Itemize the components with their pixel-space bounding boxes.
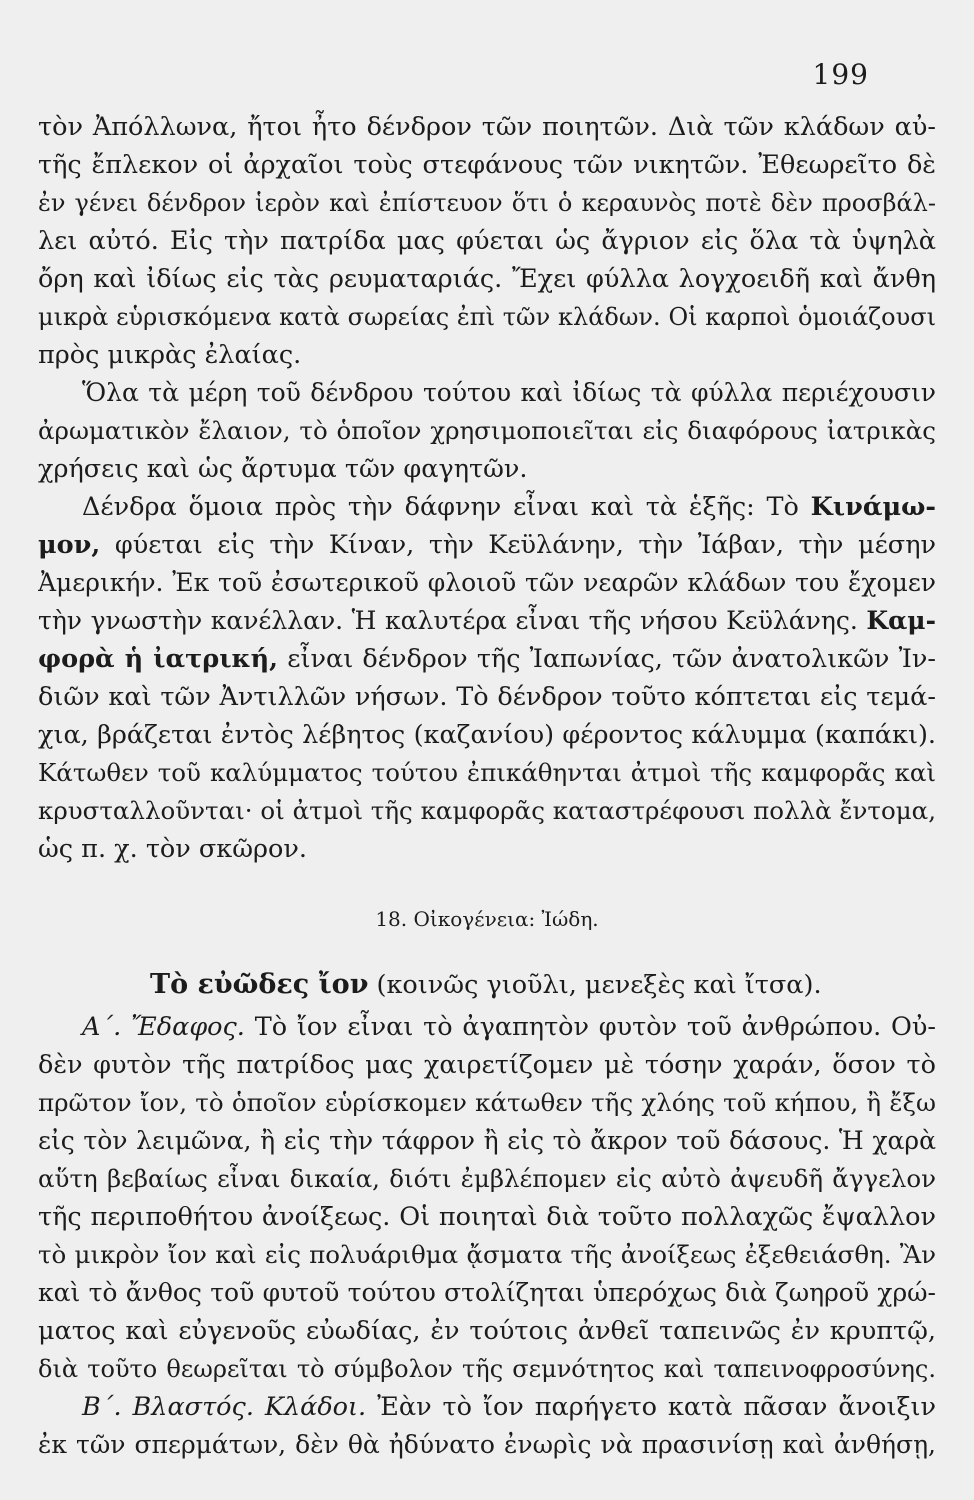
plant-name: Τὸ εὐῶδες ἴον [150,969,369,1000]
text-line: ἐκ τῶν σπερμάτων, δὲν θὰ ἠδύνατο ἐνωρὶς νὰ πρασινίσῃ καὶ ἀνθήσῃ, [38,1430,936,1459]
text-line: διὰ τοῦτο θεωρεῖται τὸ σύμβολον τῆς σεμνότητος καὶ ταπεινοφροσύνης. [38,1355,936,1383]
term-cinnamon-end: μον, [38,530,101,560]
text-line: τὸν Ἀπόλλωνα, ἤτοι ἦτο δένδρον τῶν ποιητῶν. Διὰ τῶν κλάδων αὐ- [38,112,936,142]
text-line: πρῶτον ἴον, τὸ ὁποῖον εὑρίσκομεν κάτωθεν τῆς χλόης τοῦ κήπου, ἢ ἔξω [38,1088,936,1117]
text-line: τῆς περιποθήτου ἀνοίξεως. Οἱ ποιηταὶ διὰ τοῦτο πολλαχῶς ἔψαλλον [38,1202,936,1232]
text-span: Τὸ ἴον εἶναι τὸ ἀγαπητὸν φυτὸν τοῦ ἀνθρώπου. Οὐ- [244,1012,936,1042]
text-line: καὶ τὸ ἄνθος τοῦ φυτοῦ τούτου στολίζηται ὑπερόχως διὰ ζωηροῦ χρώ- [38,1278,936,1307]
text-line: ἐν γένει δένδρον ἱερὸν καὶ ἐπίστευον ὅτι ὁ κεραυνὸς ποτὲ δὲν προσβάλ- [38,189,936,217]
text-line: τῆς ἔπλεκον οἱ ἀρχαῖοι τοὺς στεφάνους τῶν νικητῶν. Ἐθεωρεῖτο δὲ [38,150,936,180]
text-span: Δένδρα ὅμοια πρὸς τὴν δάφνην εἶναι καὶ τὰ ἑξῆς: Τὸ [82,492,811,522]
text-span: Ἐὰν τὸ ἴον παρήγετο κατὰ πᾶσαν ἄνοιξιν [366,1392,936,1422]
text-block-lower [38,1008,936,1464]
term-camphor: Καμ- [866,606,936,635]
text-line: χρήσεις καὶ ὡς ἄρτυμα τῶν φαγητῶν. [38,454,528,484]
text-line: ὄρη καὶ ἰδίως εἰς τὰς ρευματαριάς. Ἔχει φύλλα λογχοειδῆ καὶ ἄνθη [38,264,936,294]
text-line: ματος καὶ εὐγενοῦς εὐωδίας, ἐν τούτοις ἀνθεῖ ταπεινῶς ἐν κρυπτῷ, [38,1316,936,1346]
text-line: λει αὐτό. Εἰς τὴν πατρίδα μας φύεται ὡς ἄγριον εἰς ὅλα τὰ ὑψηλὰ [38,226,936,256]
text-line: αὕτη βεβαίως εἶναι δικαία, διότι ἐμβλέπομεν εἰς αὐτὸ ἀψευδῆ ἄγγελον [38,1164,936,1193]
text-line [38,602,936,640]
text-line: κρυσταλλοῦνται· οἱ ἀτμοὶ τῆς καμφορᾶς καταστρέφουσι πολλὰ ἔντομα, [38,796,936,825]
text-line: μικρὰ εὑρισκόμενα κατὰ σωρείας ἐπὶ τῶν κλάδων. Οἱ καρποὶ ὁμοιάζουσι [38,303,936,331]
text-line: χια, βράζεται ἐντὸς λέβητος (καζανίου) φέροντος κάλυμμα (καπάκι). [38,720,936,750]
plant-common-names: (κοινῶς γιοῦλι, μενεξὲς καὶ ἴτσα). [368,970,822,1000]
text-line [38,488,936,526]
text-line: ἀρωματικὸν ἔλαιον, τὸ ὁποῖον χρησιμοποιεῖται εἰς διαφόρους ἰατρικὰς [38,416,936,445]
text-line [38,1008,936,1046]
text-line [38,526,936,564]
text-line: δὲν φυτὸν τῆς πατρίδος μας χαιρετίζομεν μὲ τόσην χαράν, ὅσον τὸ [38,1050,936,1080]
text-line: τὸ μικρὸν ἴον καὶ εἰς πολυάριθμα ᾄσματα τῆς ἀνοίξεως ἐξεθειάσθη. Ἂν [38,1240,936,1269]
text-span: εἶναι δένδρον τῆς Ἰαπωνίας, τῶν ἀνατολικῶν Ἰν- [278,644,936,674]
text-line: εἰς τὸν λειμῶνα, ἢ εἰς τὴν τάφρον ἢ εἰς τὸ ἄκρον τοῦ δάσους. Ἡ χαρὰ [38,1126,936,1155]
text-block-upper [38,108,936,868]
subsection-label-soil: Α΄. Ἔδαφος. [82,1012,245,1042]
text-line: πρὸς μικρὰς ἐλαίας. [38,340,302,370]
text-line: Κάτωθεν τοῦ καλύμματος τούτου ἐπικάθηνται ἀτμοὶ τῆς καμφορᾶς καὶ [38,758,936,787]
text-line: ὡς π. χ. τὸν σκῶρον. [38,834,307,864]
page-number: 199 [812,58,869,91]
text-line: διῶν καὶ τῶν Ἀντιλλῶν νήσων. Τὸ δένδρον τοῦτο κόπτεται εἰς τεμά- [38,682,936,712]
subsection-label-stem: Β΄. Βλαστός. Κλάδοι. [82,1392,367,1422]
text-span: φύεται εἰς τὴν Κίναν, τὴν Κεϋλάνην, τὴν Ἰάβαν, τὴν μέσην [100,530,936,560]
text-span: τὴν γνωστὴν κανέλλαν. Ἡ καλυτέρα εἶναι τῆς νήσου Κεϋλάνης. [38,606,867,635]
plant-title [150,966,910,1004]
term-cinnamon: Κινάμω- [810,492,936,522]
text-line [38,1388,936,1426]
text-line: Ὅλα τὰ μέρη τοῦ δένδρου τούτου καὶ ἰδίως τὰ φύλλα περιέχουσιν [82,378,936,407]
family-heading: 18. Οἰκογένεια: Ἰώδη. [375,907,599,931]
term-camphor-end: φορὰ ἡ ἰατρική, [38,644,279,674]
text-line: Ἀμερικήν. Ἐκ τοῦ ἐσωτερικοῦ φλοιοῦ τῶν νεαρῶν κλάδων του ἔχομεν [38,568,936,597]
text-line [38,640,936,678]
